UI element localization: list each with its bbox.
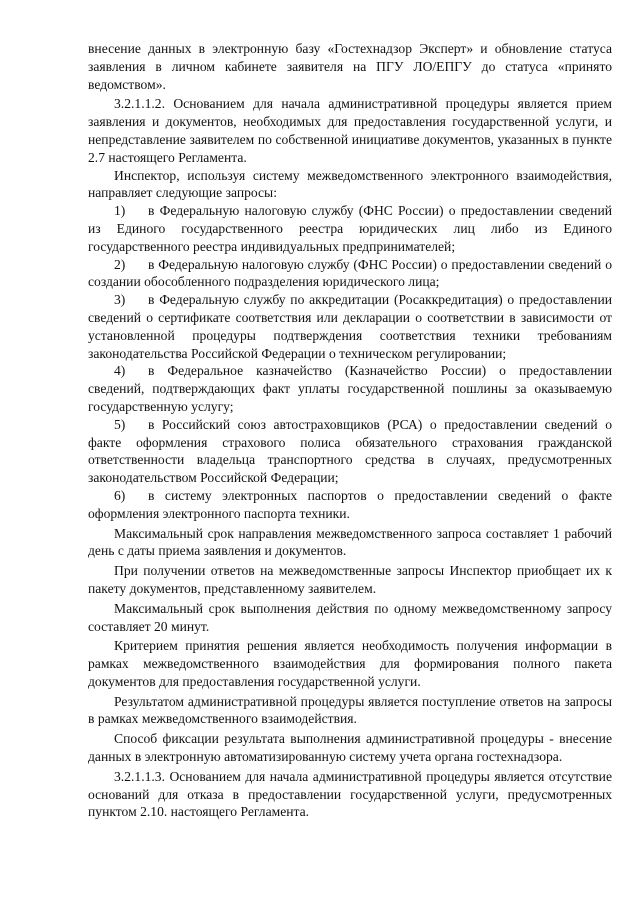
- paragraph-3-2-1-1-3: 3.2.1.1.3. Основанием для начала административной процедуры является отсутствие оснований для отказа в предоставлении государственной услуги, предусмотренных пунктом 2.10. настоящего Регламента.: [88, 768, 612, 820]
- list-item: [88, 416, 612, 487]
- list-item-text: в Федеральную налоговую службу (ФНС России) о предоставлении сведений из Единого государственного реестра юридических лиц либо из Единого государственного реестра индивидуальных предпринимателей;: [88, 203, 612, 254]
- list-item: [88, 202, 612, 255]
- list-item-number: 4): [114, 363, 126, 379]
- paragraph-responses-attached: При получении ответов на межведомственные запросы Инспектор приобщает их к пакету документов, представленному заявителем.: [88, 563, 612, 596]
- paragraph-inspector-requests: Инспектор, используя систему межведомственного электронного взаимодействия, направляет следующие запросы:: [88, 167, 612, 201]
- list-item-number: 5): [114, 416, 126, 432]
- list-item-number: 1): [114, 203, 126, 219]
- list-item-text: в систему электронных паспортов о предоставлении сведений о факте оформления электронного паспорта техники.: [88, 487, 612, 521]
- list-item-text: в Федеральное казначейство (Казначейство России) о предоставлении сведений, подтверждающих факт уплаты государственной пошлины за оказываемую государственную услугу;: [88, 363, 612, 414]
- document-page: [88, 40, 612, 821]
- paragraph-result-fixation: Способ фиксации результата выполнения административной процедуры - внесение данных в электронную автоматизированную систему учета органа гостехнадзора.: [88, 731, 612, 765]
- list-item: [88, 256, 612, 292]
- paragraph-decision-criterion: Критерием принятия решения является необходимость получения информации в рамках межведомственного взаимодействия для формирования полного пакета документов для предоставления государственной услуги.: [88, 638, 612, 689]
- list-item-number: 2): [114, 256, 126, 272]
- paragraph-max-request-term: Максимальный срок направления межведомственного запроса составляет 1 рабочий день с даты приема заявления и документов.: [88, 525, 612, 559]
- list-item-text: в Федеральную налоговую службу (ФНС России) о предоставлении сведений о создании обособленного подразделения юридического лица;: [88, 256, 612, 290]
- paragraph-procedure-result: Результатом административной процедуры является поступление ответов на запросы в рамках межведомственного взаимодействия.: [88, 693, 612, 727]
- list-item: [88, 362, 612, 415]
- paragraph-max-action-term: Максимальный срок выполнения действия по одному межведомственному запросу составляет 20 минут.: [88, 600, 612, 634]
- paragraph-status-update: внесение данных в электронную базу «Гостехнадзор Эксперт» и обновление статуса заявления в личном кабинете заявителя на ПГУ ЛО/ЕПГУ до статуса «принято ведомством».: [88, 41, 612, 92]
- list-item-text: в Российский союз автостраховщиков (РСА) о предоставлении сведений о факте оформления страхового полиса обязательного страхования гражданской ответственности владельца транспортного средства в случаях, предусмотренных законодательством Российской Федерации;: [88, 416, 612, 486]
- requests-list: [88, 202, 612, 522]
- paragraph-3-2-1-1-2: 3.2.1.1.2. Основанием для начала административной процедуры является прием заявления и документов, необходимых для предоставления государственной услуги, и непредставление заявителем по собственной инициативе документов, указанных в пункте 2.7 настоящего Регламента.: [88, 96, 612, 165]
- list-item-number: 3): [114, 292, 126, 308]
- list-item: [88, 291, 612, 362]
- list-item: [88, 487, 612, 523]
- list-item-text: в Федеральную службу по аккредитации (Росаккредитация) о предоставлении сведений о сертификате соответствия или декларации о соответствии в зависимости от установленной процедуры подтверждения соответствия техники требованиям законодательства Российской Федерации о техническом регулировании;: [88, 292, 612, 361]
- list-item-number: 6): [114, 487, 126, 503]
